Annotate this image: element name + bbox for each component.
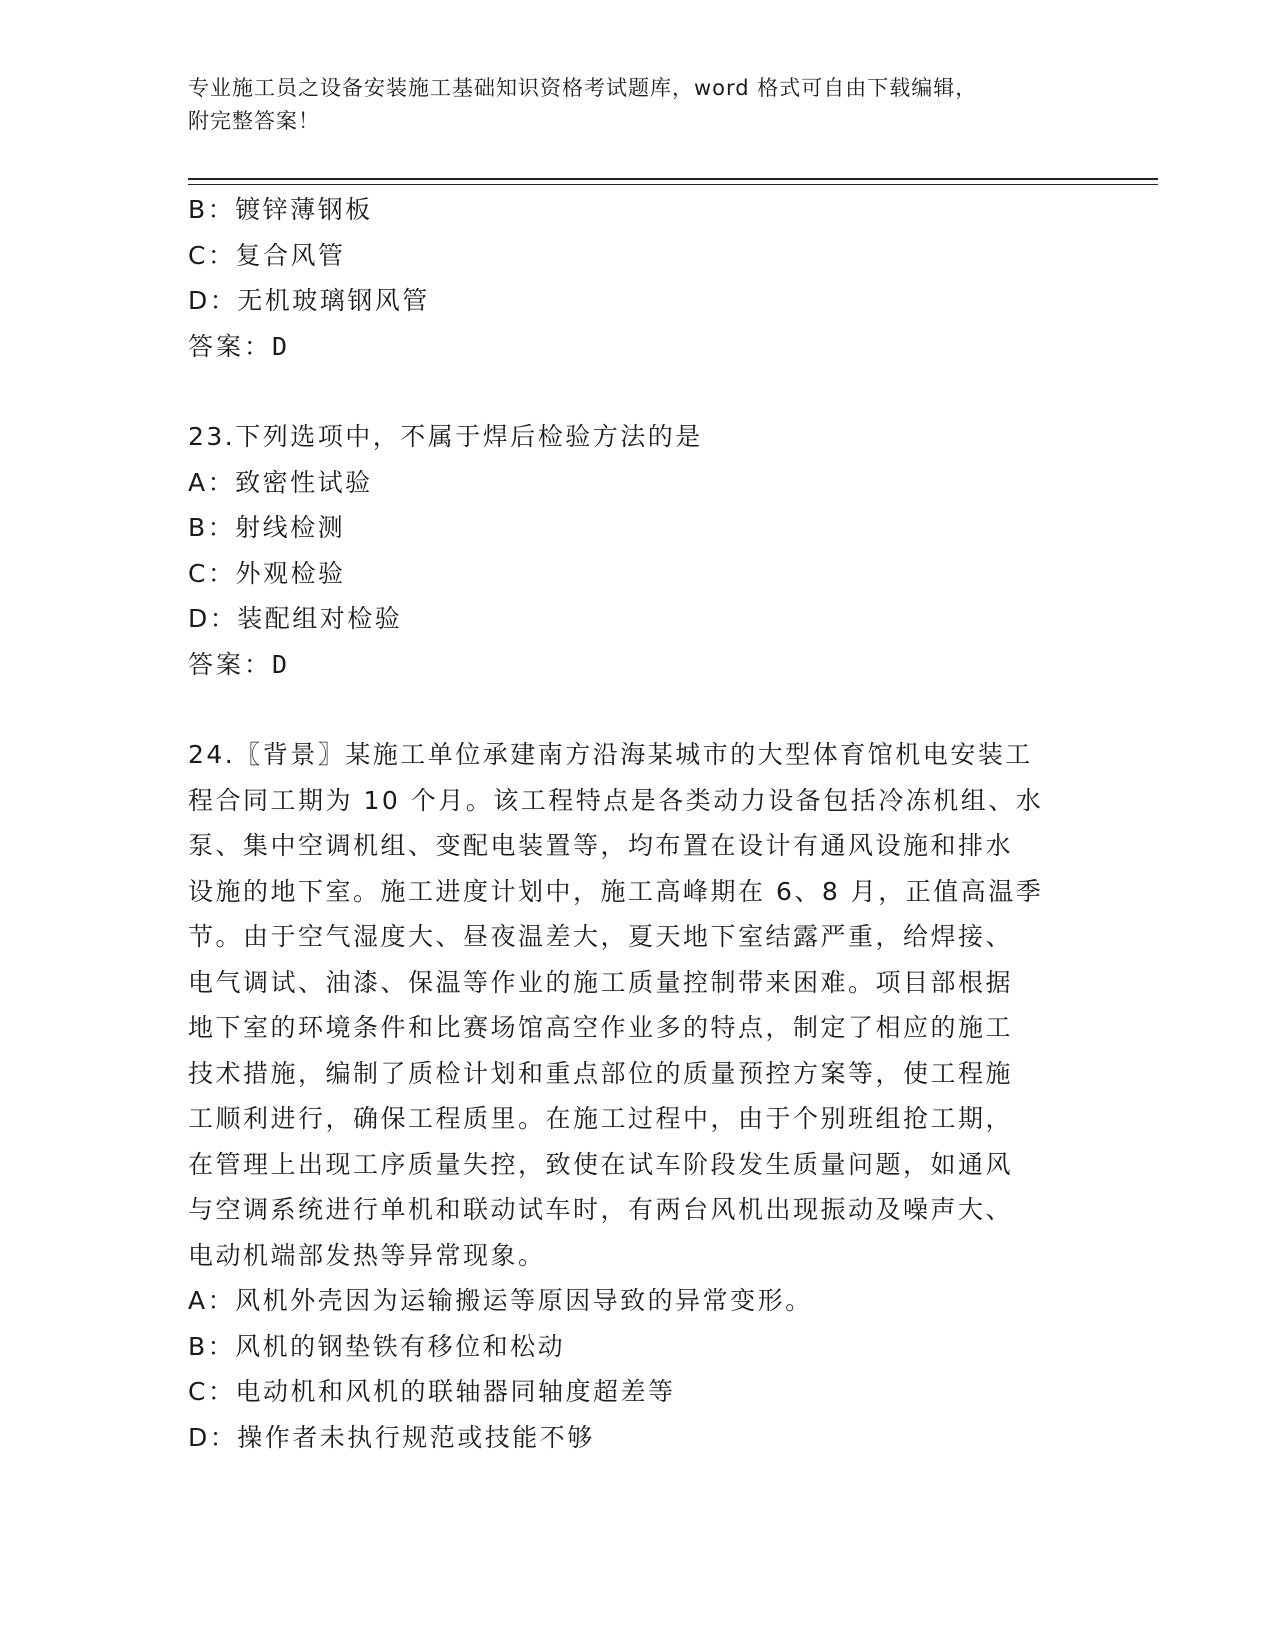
- stem-line: 地下室的环境条件和比赛场馆高空作业多的特点，制定了相应的施工: [188, 1013, 1014, 1042]
- stem-line: 节。由于空气湿度大、昼夜温差大，夏天地下室结露严重，给焊接、: [188, 922, 1014, 951]
- stem-line: 程合同工期为 10 个月。该工程特点是各类动力设备包括冷冻机组、水: [188, 785, 1044, 815]
- header-divider-thick: [188, 178, 1158, 180]
- spacer: [188, 369, 1088, 414]
- stem-line: 与空调系统进行单机和联动试车时，有两台风机出现振动及噪声大、: [188, 1195, 1014, 1224]
- stem-line: 设施的地下室。施工进度计划中，施工高峰期在 6、8 月，正值高温季: [188, 876, 1044, 906]
- stem-line: 电气调试、油漆、保温等作业的施工质量控制带来困难。项目部根据: [188, 967, 1014, 997]
- stem-line: 24.〖背景〗某施工单位承建南方沿海某城市的大型体育馆机电安装工: [188, 740, 1033, 769]
- question-24-options: [188, 1278, 1088, 1460]
- spacer: [188, 687, 1088, 732]
- option-a: A：致密性试验: [188, 467, 373, 497]
- option-a: A：风机外壳因为运输搬运等原因导致的异常变形。: [188, 1286, 813, 1315]
- header-line-1: 专业施工员之设备安装施工基础知识资格考试题库，word 格式可自由下载编辑，: [188, 76, 978, 100]
- option-c: C：外观检验: [188, 558, 346, 588]
- question-24-stem: [188, 732, 1088, 1278]
- option-b: B：镀锌薄钢板: [188, 195, 373, 224]
- question-23-options: [188, 460, 1088, 642]
- option-c: C：复合风管: [188, 240, 346, 270]
- header-divider-thin: [188, 184, 1158, 185]
- option-c: C：电动机和风机的联轴器同轴度超差等: [188, 1377, 676, 1406]
- header-line-2: 附完整答案！: [188, 109, 320, 133]
- stem-line: 技术措施，编制了质检计划和重点部位的质量预控方案等，使工程施: [188, 1058, 1014, 1088]
- stem-line: 泵、集中空调机组、变配电装置等，均布置在设计有通风设施和排水: [188, 831, 1014, 860]
- option-d: D：装配组对检验: [188, 604, 403, 633]
- question-22-answer: [188, 324, 1088, 370]
- option-d: D：无机玻璃钢风管: [188, 286, 430, 315]
- question-22-options: [188, 187, 1088, 324]
- option-d: D：操作者未执行规范或技能不够: [188, 1422, 595, 1452]
- document-header: [188, 72, 1088, 138]
- answer-value: D: [272, 649, 290, 679]
- option-b: B：射线检测: [188, 513, 346, 542]
- stem-line: 在管理上出现工序质量失控，致使在试车阶段发生质量问题，如通风: [188, 1149, 1014, 1179]
- question-content: [188, 187, 1088, 1460]
- stem-line: 工顺利进行，确保工程质里。在施工过程中，由于个别班组抢工期，: [188, 1104, 1014, 1133]
- answer-label: 答案：: [188, 649, 273, 679]
- answer-value: D: [272, 331, 290, 361]
- option-b: B：风机的钢垫铁有移位和松动: [188, 1331, 566, 1361]
- question-23-answer: [188, 642, 1088, 688]
- question-23-stem: 23.下列选项中，不属于焊后检验方法的是: [188, 422, 703, 451]
- stem-line: 电动机端部发热等异常现象。: [188, 1240, 546, 1270]
- answer-label: 答案：: [188, 331, 273, 361]
